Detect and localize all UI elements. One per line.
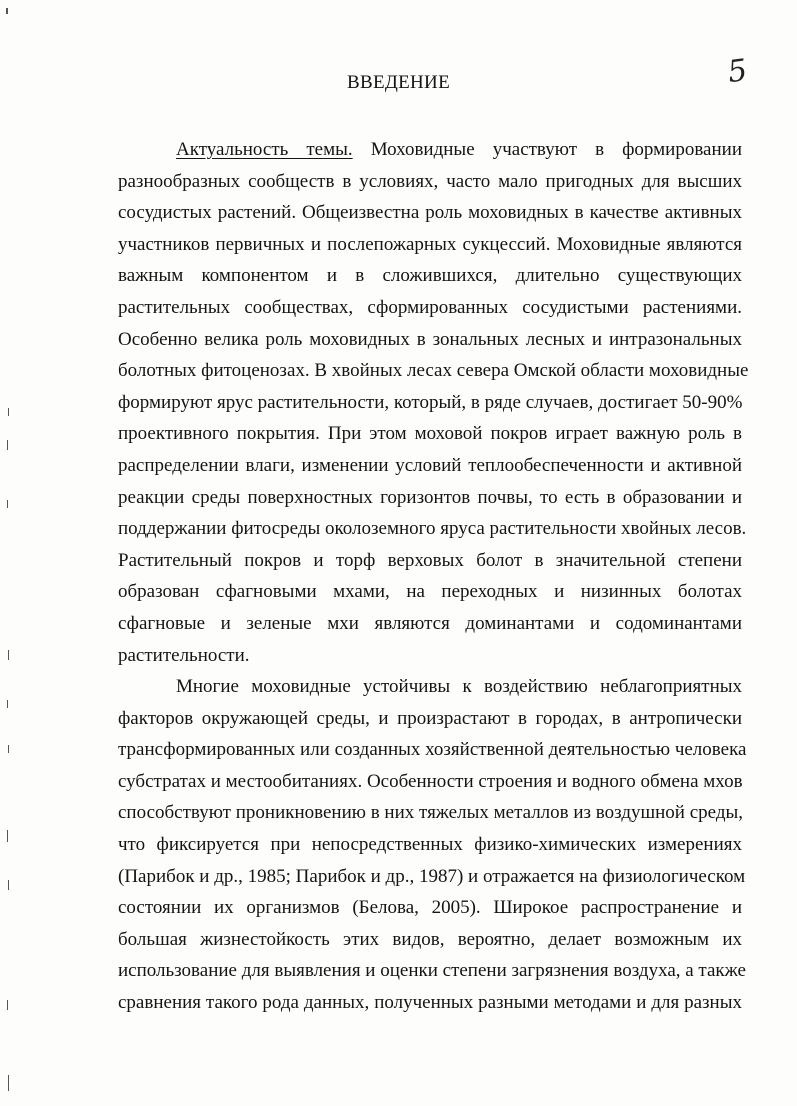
scan-speck bbox=[7, 700, 8, 708]
scan-speck bbox=[8, 880, 9, 890]
scan-speck bbox=[8, 408, 9, 416]
scan-speck bbox=[7, 830, 8, 842]
scan-speck bbox=[7, 440, 8, 450]
paragraph-2-line: способствуют проникновению в них тяжелых металлов из воздушной среды, bbox=[118, 802, 743, 824]
paragraph-1-line: образован сфагновыми мхами, на переходных и низинных болотах bbox=[118, 581, 742, 603]
scan-speck bbox=[8, 650, 9, 660]
paragraph-1-line: сфагновые и зеленые мхи являются доминантами и содоминантами bbox=[118, 612, 742, 634]
paragraph-1-line: поддержании фитосреды околоземного яруса растительности хвойных лесов. bbox=[118, 518, 747, 540]
paragraph-2-line: сравнения такого рода данных, полученных разными методами и для разных bbox=[118, 992, 742, 1014]
paragraph-2-line: Многие моховидные устойчивы к воздействию неблагоприятных bbox=[176, 676, 742, 698]
paragraph-1-line: проективного покрытия. При этом моховой покров играет важную роль в bbox=[118, 423, 742, 445]
paragraph-1-line: разнообразных сообществ в условиях, часто мало пригодных для высших bbox=[118, 170, 742, 192]
lead-label: Актуальность темы. bbox=[176, 139, 353, 160]
paragraph-1-line: участников первичных и послепожарных сукцессий. Моховидные являются bbox=[118, 233, 742, 255]
paragraph-1-line: Особенно велика роль моховидных в зональных лесных и интразональных bbox=[118, 328, 742, 350]
paragraph-2-line: (Парибок и др., 1985; Парибок и др., 1987) и отражается на физиологическом bbox=[118, 865, 746, 887]
paragraph-2-line: использование для выявления и оценки степени загрязнения воздуха, а также bbox=[118, 960, 746, 982]
paragraph-2-line: большая жизнестойкость этих видов, вероятно, делает возможным их bbox=[118, 928, 742, 950]
scan-speck bbox=[7, 1000, 8, 1010]
paragraph-1-line: Растительный покров и торф верховых болот в значительной степени bbox=[118, 549, 742, 571]
paragraph-1-line: растительных сообществах, сформированных сосудистыми растениями. bbox=[118, 296, 742, 318]
handwritten-page-number: 5 bbox=[725, 52, 750, 91]
paragraph-1-line: распределении влаги, изменении условий теплообеспеченности и активной bbox=[118, 454, 742, 476]
paragraph-1-line: сосудистых растений. Общеизвестна роль моховидных в качестве активных bbox=[118, 202, 742, 224]
scan-margin-marks bbox=[0, 0, 20, 1106]
page-title: ВВЕДЕНИЕ bbox=[347, 72, 450, 93]
scan-speck bbox=[6, 8, 8, 14]
paragraph-1-line: важным компонентом и в сложившихся, длительно существующих bbox=[118, 265, 742, 287]
paragraph-1-line: болотных фитоценозах. В хвойных лесах севера Омской области моховидные bbox=[118, 360, 749, 382]
scan-speck bbox=[7, 500, 8, 508]
paragraph-2-line: состоянии их организмов (Белова, 2005). Широкое распространение и bbox=[118, 897, 742, 919]
paragraph-1-line: формируют ярус растительности, который, в ряде случаев, достигает 50-90% bbox=[118, 391, 743, 413]
paragraph-1-line: Актуальность темы. Моховидные участвуют в формировании bbox=[176, 139, 742, 160]
paragraph-2-line: субстратах и местообитаниях. Особенности строения и водного обмена мхов bbox=[118, 770, 743, 792]
paragraph-2-line: факторов окружающей среды, и произрастают в городах, в антропически bbox=[118, 707, 742, 729]
paragraph-2-line: что фиксируется при непосредственных физико-химических измерениях bbox=[118, 834, 742, 856]
paragraph-1-line: реакции среды поверхностных горизонтов почвы, то есть в образовании и bbox=[118, 486, 742, 508]
scan-speck bbox=[8, 745, 9, 753]
paragraph-2-line: трансформированных или созданных хозяйственной деятельностью человека bbox=[118, 739, 747, 761]
scan-speck bbox=[8, 1075, 9, 1091]
paragraph-1-line: растительности. bbox=[118, 644, 250, 666]
body-text bbox=[118, 134, 749, 1019]
